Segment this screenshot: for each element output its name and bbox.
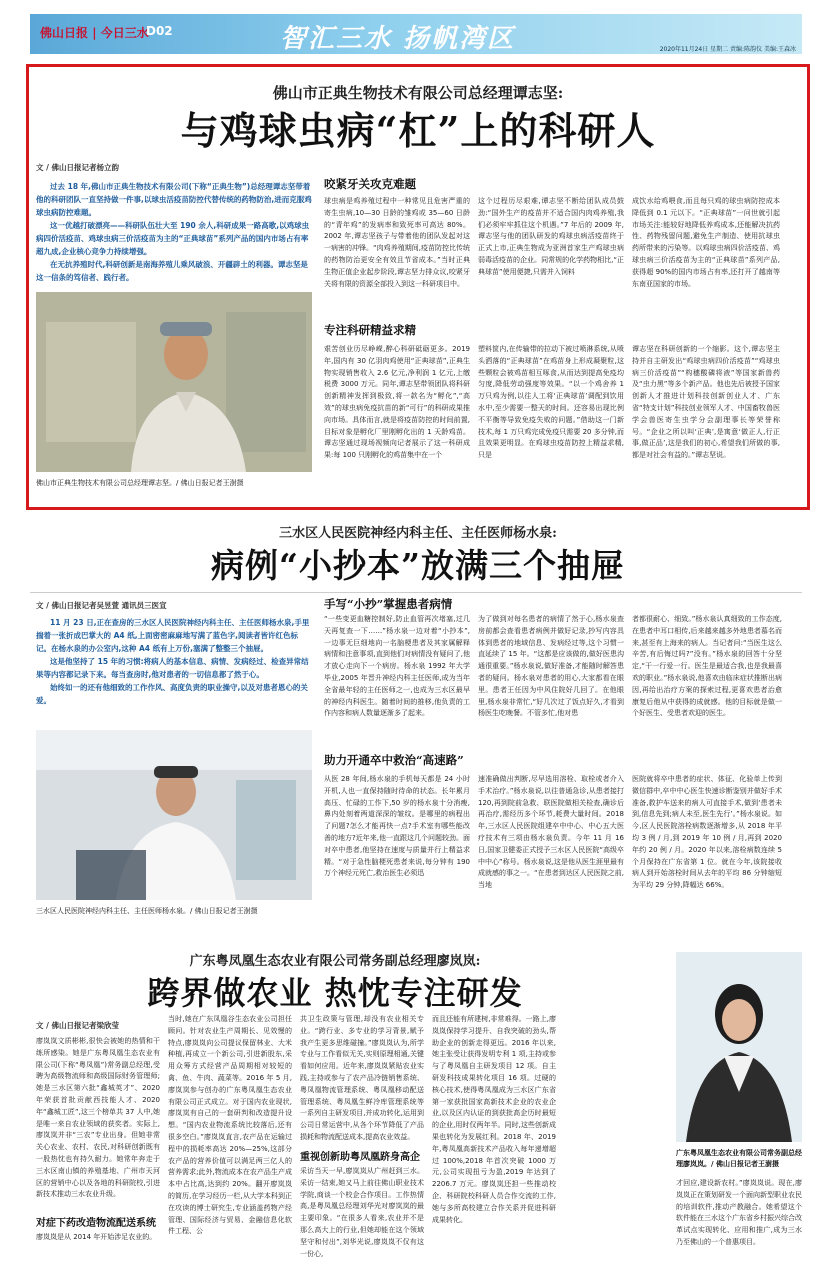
story1-col2: 这个过程历尽艰难,谭志坚不断给团队成员鼓劲:“国外生产的疫苗并不适合国内肉鸡养殖,我们必须牢牢抓住这个机遇。”7 年后的 2009 年,谭志坚与他的团队研发的鸡球虫病活疫苗终于正式上市,正典生物成为亚洲首家生产鸡球虫病弱毒活疫苗的企业。同常规的化学药物相比,“正典球苗”使用便捷,只需并入饲料 bbox=[478, 197, 624, 276]
story1-col5: 塑料筐内,在传输带的拉动下被过喷淋系统,从喷头洒落的“正典球苗”在鸡苗身上形成凝聚粒,这些颗粒会被鸡苗相互啄食,从而达到提高免疫均匀度,降低劳动强度等效果。“以一个鸡舍养 1 万只鸡为例,以往人工将‘正典球苗’调配到饮用水中,至少需要一整天的时间。还容易出现比例不平衡等导致免疫失败的问题。”借助这一门新技术,每 1 万只鸡完成免疫只需要 20 多分钟,而且效果更明显。在鸡球虫疫苗防控上精益求精,只是 bbox=[478, 345, 624, 460]
story1-subhead-2: 专注科研精益求精 bbox=[324, 323, 416, 337]
page-header bbox=[30, 14, 802, 54]
story3-byline: 文 / 佛山日报记者梁欣莹 bbox=[36, 1021, 119, 1030]
story3-headline: 跨界做农业 热忱专注研发 bbox=[147, 974, 523, 1012]
story1-headline: 与鸡球虫病“杠”上的科研人 bbox=[180, 108, 656, 153]
story2-caption: 三水区人民医院神经内科主任、主任医师杨水泉。/ 佛山日报记者王澍摄 bbox=[36, 907, 258, 915]
story2-colA: “一些变更血糖控制好,防止血管再次堵塞,过几天再复查一下……”杨水泉一边对着“小抄本”,一边事无巨细地向一名脑梗患者及其家属解释病情和注意事项,直到他们对病情没有疑问了,他才放心走向下一个病房。杨水泉 1992 年大学毕业,2005 年晋升神经内科主任医师,成为当年全省最年轻的主任医师之一,也成为三水区最早的神经内科医生。随着时间的推移,他负责的工作内容和病人数量逐渐多了起来。 bbox=[324, 615, 470, 718]
story2-byline: 文 / 佛山日报记者吴昱萱 通讯员三医宣 bbox=[36, 601, 167, 610]
story3-photo bbox=[676, 952, 802, 1142]
newspaper-logo: 佛山日报 | 今日三水 bbox=[40, 26, 149, 40]
story2-photo bbox=[36, 730, 312, 900]
story2-subhead-1: 手写“小抄”掌握患者病情 bbox=[324, 597, 453, 611]
story1-kicker: 佛山市正典生物技术有限公司总经理谭志坚: bbox=[272, 84, 564, 102]
story3-caption: 广东粤凤凰生态农业有限公司常务副总经理廖岚岚。/ 佛山日报记者王澍摄 bbox=[676, 1149, 802, 1168]
story1-photo bbox=[36, 292, 312, 472]
story3-subhead-1: 对症下药改造物流配送系统 bbox=[36, 1218, 156, 1229]
story3-col1: 廖岚岚文质彬彬,很快会被她的热情和干练所感染。她是广东粤凤凰生态农业有限公司(下称“粤凤凰”)常务副总经理,受聘为高级物流师和高级国际财务管理师;她是三水区第六批“鑫城英才”、2020 年荣获首批贡献西技能人才、2020 年“鑫城工匠”,这三个榜单共 37 人中,她是唯一来自农业领域的获奖者。实际上,廖岚岚并非“三农”专业出身。但她非常关心农业、农村、农民,对科研创新既有一股热忱也有持久耐力。她常年奔走于三水区南山镇的养殖基地、广州市天河区的营销中心以及各地的科研院校,引进新技术推动三水农业升级。 bbox=[36, 1037, 160, 1199]
section-slogan: 智汇三水 扬帆湾区 bbox=[280, 24, 516, 54]
story1-lead: 过去 18 年,佛山市正典生物技术有限公司(下称“正典生物”)总经理谭志坚带着他的科研团队一直坚持做一件事,以球虫活疫苗防控代替传统的药物防治,进而克服鸡球虫病防控难题。 这一优越打破漂亮——科研队伍壮大至 190 余人,科研成果一路高歌,以鸡球虫病四价活疫苗、鸡球虫病三价活疫苗为主的“正典球苗”系列产品的国内市场占有率超九成,企业核心竞争力持续增强。 在无抗养殖时代,科研创新是南海养殖儿乘风破浪、开疆辟土的利器。谭志坚是这一信条的笃信者、践行者。 bbox=[36, 182, 312, 282]
story2-colD: 从医 28 年间,杨水泉的手机每天都是 24 小时开机,人也一直保持随时待命的状态。长年累月高压、忙碌的工作下,50 岁的杨水泉十分消瘦,鼻内处刻着两道深深的皱纹。是哪里的病程出了问题?怎么才能再快一点?手术室有哪些能改善的地方?近年来,他一直跟这几个问题较劲。面对卒中患者,他坚持在速度与质量并行上精益求精。“对于急性脑梗死患者来说,每分钟有 190 万个神经元死亡,救治医生必须迅 bbox=[324, 775, 470, 878]
story2-subhead-2: 助力开通卒中救治“高速路” bbox=[324, 753, 464, 767]
story3-col2: 当时,她在广东凤凰谷生态农业公司担任顾问。针对农业生产周期长、见效慢的特点,廖岚岚向公司提议保留林业、大米种植,再成立一个新公司,引进新股东,采用众筹方式经营产品周期相对较短的禽、鱼、牛肉、蔬菜等。2016 年 5 月,廖岚岚参与创办的广东粤凤凰生态农业有限公司正式成立。对于国内农业现状,廖岚岚有自己的一套研判和改造提升设想。“国内农业物流系统比较落后,还有很多空白。”廖岚岚直言,农产品在运输过程中的损耗率高达 20%—25%,这部分农产品的营养价值可以满足两三亿人的营养需求;此外,物流成本在农产品生产成本中占比高,达到约 20%。翻开廖岚岚的简历,在学习经历一栏,从大学本科到正在攻读的博士研究生,专业涵盖药物产经管理、国际经济与贸易、金融信息化软件工程、公 bbox=[168, 1015, 292, 1236]
story1-caption: 佛山市正典生物技术有限公司总经理谭志坚。/ 佛山日报记者王澍摄 bbox=[36, 479, 244, 487]
story3-subhead-2: 重视创新助粤凤凰跻身高企 bbox=[300, 1152, 420, 1163]
story2-headline: 病例“小抄本”放满三个抽屉 bbox=[211, 546, 625, 585]
divider bbox=[30, 592, 802, 593]
story2-colF: 医院就将卒中患者的症状、体征、化验单上传到微信群中,卒中中心医生快速诊断鉴别并做好手术准备,救护车送来的病人可直接手术,做到‘患者未到,信息先到;病人未至,医生先行’。”杨水泉说。如今,区人民医院溶栓病数逐渐增多,从 2018 年平均 3 例 / 月,到 2019 年 10 例 / 月,再到 2020 年约 20 例 / 月。2020 年以来,溶栓病数连续 5 个月保持在广东省第 1 位。就在今年,该院接收病人到开始溶栓时间从去年的平均 86 分钟缩短为平均 29 分钟,降幅达 66%。 bbox=[632, 775, 782, 890]
story1-col1: 球虫病是鸡养殖过程中一种常见且危害严重的寄生虫病,10—30 日龄的雏鸡或 35—60 日龄的“青年鸡”的发病率和致死率可高达 80%。2002 年,谭志坚孩子与带着他的团队发起对这一病害的冲锋。“肉鸡养殖期间,疫苗防控比传统的药物防治更安全有效且节省成本。”当时正典生物正值企业起步阶段,谭志坚力排众议,咬紧牙关将有限的资源全部投入到这一科研项目中。 bbox=[324, 197, 470, 288]
story3-col3: 共卫生政策与管理,却没有农业相关专业。“跨行业、多专业的学习背景,赋予我产生更多思维碰撞。”廖岚岚认为,所学专业与工作看似无关,实则原理相通,关键看如何应用。近年来,廖岚岚紧贴农业实践,主持或参与了农产品冷链销售系统、粤凤凰物流管理系统、粤凤凰移动配送管理系统、粤凤凰生鲜冷库管理系统等一系列自主研发项目,并成功转化,运用到公司日常运营中,从各个环节降低了产品损耗和物流配送成本,提高农业效益。 bbox=[300, 1015, 424, 1141]
story2-colC: 者都很耐心、细致。”杨水泉认真细致的工作态度,在患者中耳口相传,后来越来越多外地患者慕名而来,甚至有上海来的病人。当记者问:“当医生这么辛苦,有后悔过吗?”没有。”杨水泉的回答十分坚定,“干一行爱一行。医生是最适合我,也是我最喜欢的职业。”杨水泉说,他喜欢由临床症状推断出病因,再给出治疗方案的探索过程,更喜欢患者治愈康复后他从中获得的成就感。他的目标就是做一个好医生、受患者欢迎的医生。 bbox=[632, 615, 782, 718]
story2-colE: 速准确做出判断,尽早选用溶栓、取栓或者介入手术治疗。”杨水泉说,以往普通急诊,从患者接打 120,再到院前急救、联医院做相关检查,确诊后再治疗,需经历多个环节,耗费大量时间。2018 年,三水区人民医院组建卒中中心、中心五大医疗技术有三项由杨水泉负责。今年 11 月 16 日,国家卫健委正式授予三水区人民医院“高级卒中中心”称号。杨水泉说,这是他从医生涯里最有成就感的事之一。“在患者到达区人民医院之前,当地 bbox=[478, 775, 624, 890]
issue-meta: 2020年11月24日 星期二 责编:陈韵仪 美编:王森冰 bbox=[659, 46, 796, 53]
story3-col3b: 采访当天一早,廖岚岚从广州赶到三水。采访一结束,她又马上前往佛山职业技术学院,商谈一个校企合作项目。工作热情高,是粤凤凰总经理刘华光对廖岚岚的最主要印象。“在很多人看来,农业并不是那么高大上的行业,但她却能在这个领域坚守和付出”,刘华光说,廖岚岚不仅有这一份心, bbox=[300, 1167, 424, 1258]
story1-col3: 成饮水给鸡喂食,而且每只鸡的球虫病防控成本降低到 0.1 元以下。“正典球苗”一问世就引起市场关注:能较好地降低养鸡成本,还能解决抗药性、药物残留问题,避免生产制造、使用抗球虫药所带来的污染等。以鸡球虫病四价活疫苗、鸡球虫病三价活疫苗为主的“正典球苗”系列产品,获得超 90%的国内市场占有率,还打开了越南等东南亚国家的市场。 bbox=[632, 197, 780, 288]
story1-col6: 谭志坚在科研创新的一个缩影。这个,谭志坚主持并自主研发出“鸡球虫病四价活疫苗”“鸡球虫病三价活疫苗”“构穗酸磷将液”等国家新兽药及“虫力黑”等多个新产品。他也先后被授予国家创新人才推进计划科技创新创业人才、广东省“特支计划”科技创业领军人才、中国畜牧兽医学会兽医寄生虫学分会副理事长等荣誉称号。“企业之所以叫‘正典’,是寓意‘做正人,行正事,做正品’,这是我们的初心,希望我们所做的事,都是对社会有益的。”谭志坚说。 bbox=[632, 345, 780, 460]
story2-kicker: 三水区人民医院神经内科主任、主任医师杨水泉: bbox=[279, 526, 557, 541]
story2-colB: 为了做到对每名患者的病情了然于心,杨水泉查房前都会查看患者病例并做好记录,抄写内容具体到患者的地域信息、发病经过等,这个习惯一直延续了 15 年。“这都是应该做的,做好医患沟通很重要。”杨水泉说,做好准备,才能随时解答患者的疑问。杨水泉对患者的用心,大家都看在眼里。患者王任因为中风住院好几回了。在他眼里,杨水泉非常忙,“好几次过了饭点好久,才看到杨医生吃晚餐。不管多忙,他对患 bbox=[478, 615, 624, 718]
page-number: D02 bbox=[146, 24, 173, 38]
story3-col5: 才回应,建设新农村。”廖岚岚说。现在,廖岚岚正在策划研发一个面向新型职业农民的培训软件,推动产教融合。她希望这个软件能在三水这个广东省乡村振兴综合改革试点实现转化、应用和推广,成为三水乃至佛山的一个普惠项目。 bbox=[676, 1179, 802, 1246]
story1-col4: 艰苦创业历尽峥嵘,醉心科研砥砺更多。2019 年,国内有 30 亿羽肉鸡使用“正典球苗”,正典生物实现销售收入 2.6 亿元,净利润 1 亿元,上缴税费 3000 万元。同年,谭志坚带领团队将科研创新精神发挥到极致,将一款名为“孵化”,“高效”的球虫病免疫抗苗的新“可行”的科研成果推向市场。具体而言,就是将疫苗防控的时间前置,目标对象是孵化厂里刚孵化出的 1 天龄鸡苗。谭志坚通过现场视频向记者展示了这一科研成果:每 100 只刚孵化的鸡苗集中在一个 bbox=[324, 345, 470, 460]
story1-byline: 文 / 佛山日报记者杨立韵 bbox=[36, 163, 119, 172]
story2-lead: 11 月 23 日,正在查房的三水区人民医院神经内科主任、主任医师杨水泉,手里揣着一张折成巴掌大的 A4 纸,上面密密麻麻地写满了蓝色字,阅读者皆许红色标记。在杨水泉的办公室内,这种 A4 纸有上万份,塞满了整整三个抽屉。 这是他坚持了 15 年的习惯:将病人的基本信息、病情、发病经过、检查异常结果等内容都记录下来。每当查房时,他对患者的一切信息都了然于心。 始终如一的还有他细致的工作作风、高度负责的职业操守,以及对患者恩心的关爱。 bbox=[36, 618, 310, 705]
story3-col4: 而且还能有所建树,非常难得。一路上,廖岚岚保持学习提升、自我突破的劲头,帮助企业的创新走得更远。2016 年以来,她主张受让获得发明专利 1 项,主持或参与了粤凤凰自主研发项目 12 项。自主研发科技成果转化项目 16 项。过硬的核心技术,使得粤凤凰成为三水区广东省第一家获批国家高新技术企业的农业企业,以及区内认证的到获批高企历时最短的企业,用时仅两年半。同时,这些创新成果也转化为发展红利。2018 年、2019 年,粤凤凰高新技术产品收入每年递增超过 100%,2018 年首次突破 1000 万元,公司实现扭亏为盈,2019 年达到了 2206.7 万元。廖岚岚还担一些推动校企、科研院校科研人员合作交流的工作,她与多所高校建立合作关系并促进科研成果转化。 bbox=[432, 1015, 556, 1224]
story1-subhead-1: 咬紧牙关攻克难题 bbox=[324, 177, 416, 191]
story3-col1b: 廖岚岚是从 2014 年开始涉足农业的。 bbox=[36, 1233, 157, 1241]
story3-kicker: 广东粤凤凰生态农业有限公司常务副总经理廖岚岚: bbox=[189, 954, 481, 969]
